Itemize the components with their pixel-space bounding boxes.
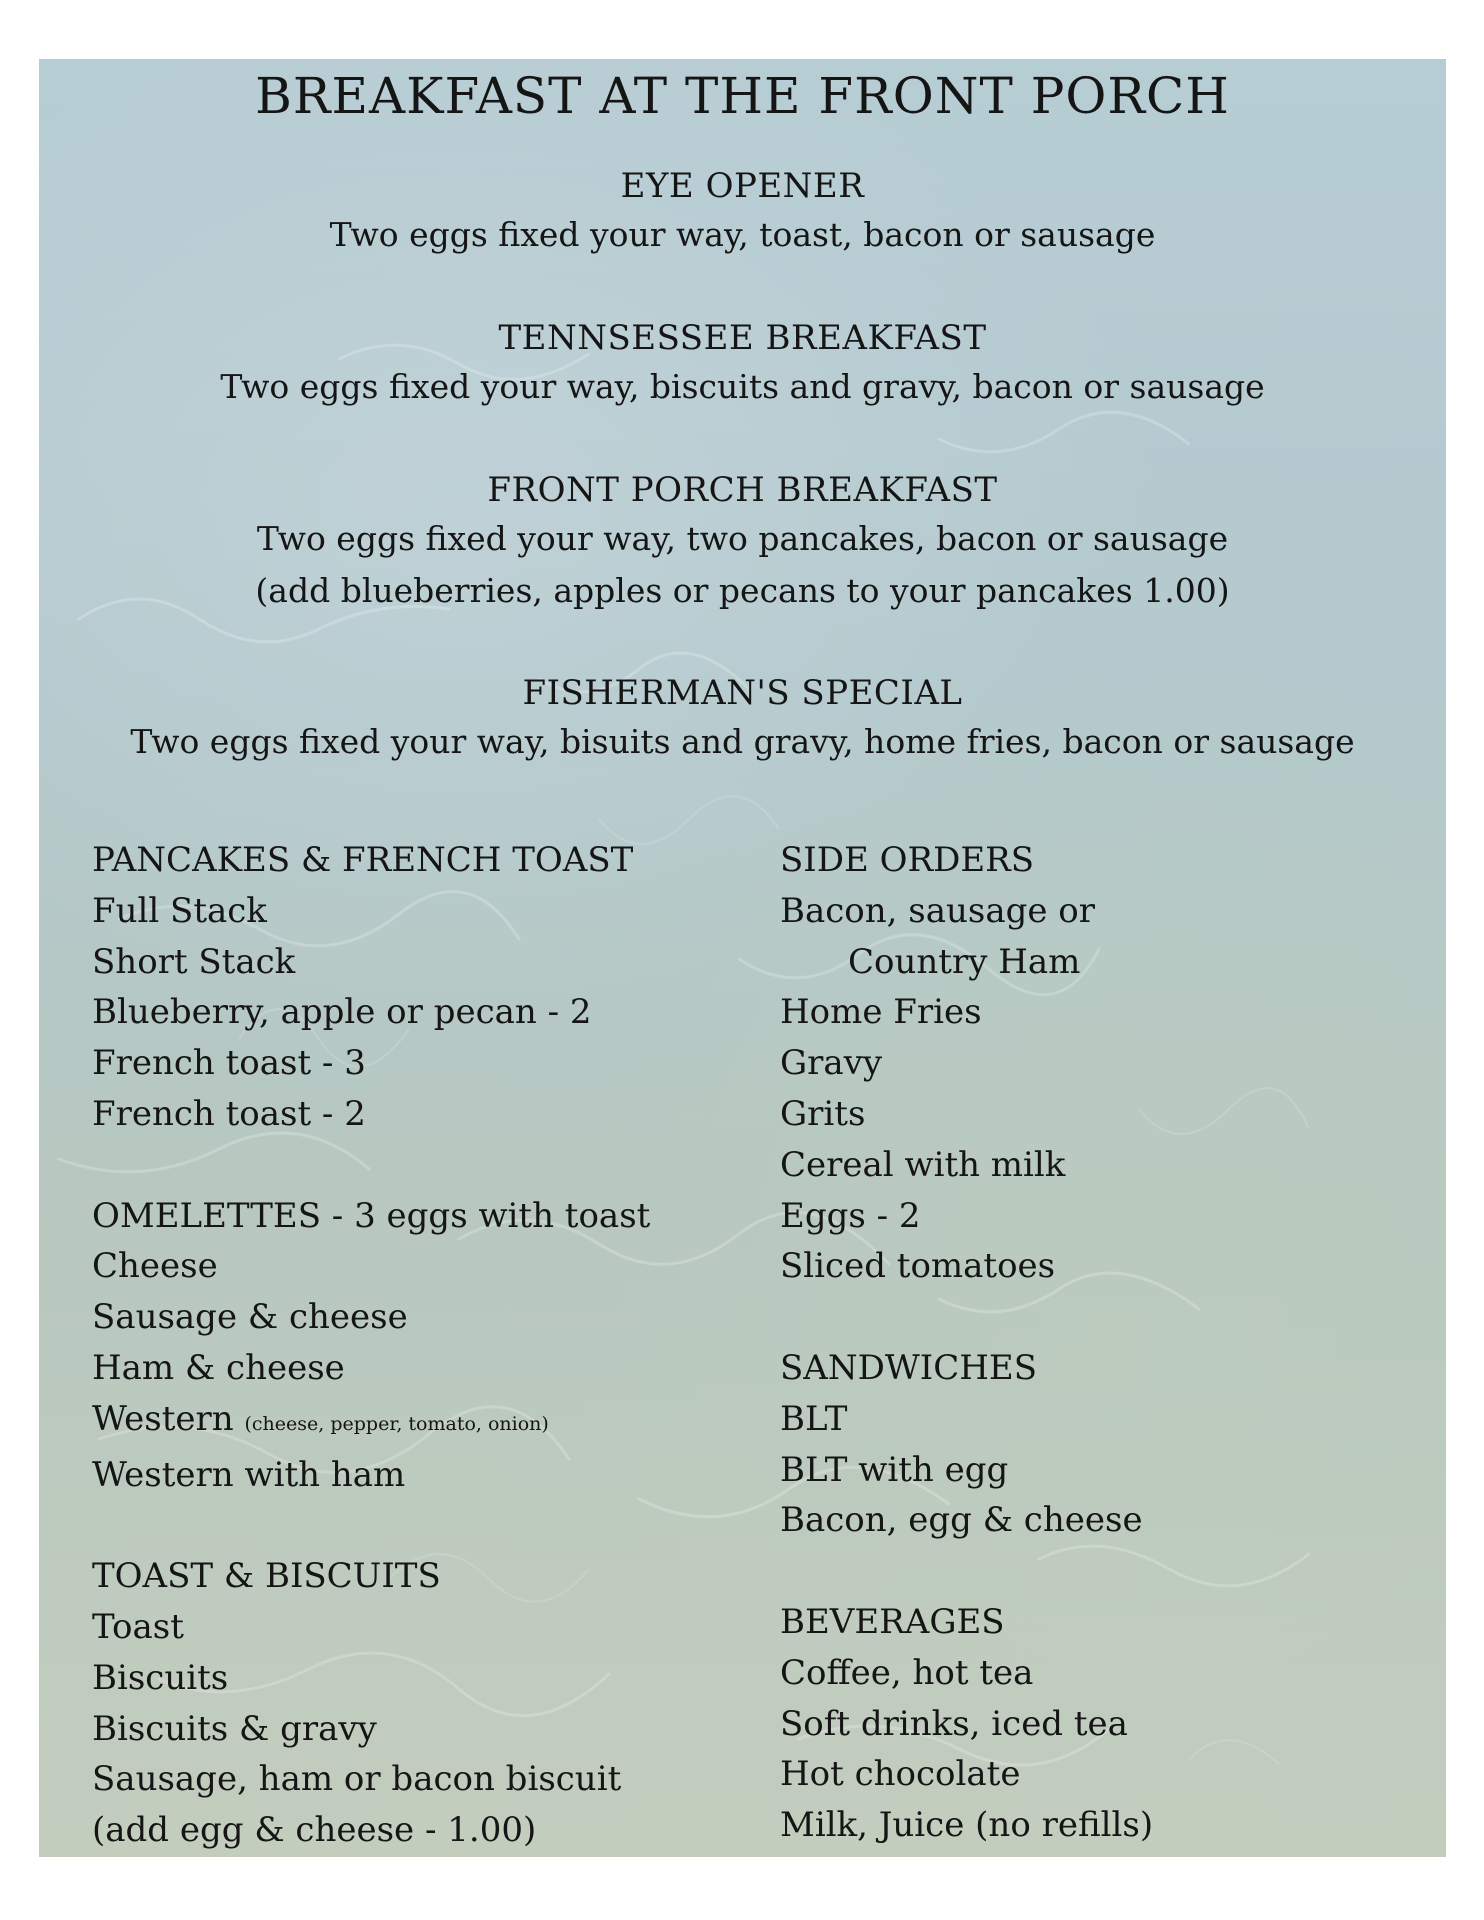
special-tennessee-breakfast — [39, 315, 1446, 413]
menu-item: Sliced tomatoes — [780, 1246, 1056, 1287]
menu-item: Ham & cheese — [92, 1347, 345, 1388]
right-column — [780, 835, 1153, 1851]
menu-item: Western with ham — [92, 1454, 406, 1495]
special-description: Two eggs fixed your way, toast, bacon or sausage — [329, 215, 1156, 254]
menu-title: BREAKFAST AT THE FRONT PORCH — [255, 67, 1230, 125]
menu-item-note: (add egg & cheese - 1.00) — [92, 1810, 537, 1851]
special-heading: FISHERMAN'S SPECIAL — [522, 673, 963, 713]
menu-item-western — [92, 1394, 650, 1450]
western-name: Western — [92, 1398, 234, 1439]
menu-item: French toast - 3 — [92, 1043, 366, 1084]
menu-item: Gravy — [780, 1043, 883, 1084]
menu-item: Milk, Juice (no refills) — [780, 1805, 1154, 1846]
special-heading: FRONT PORCH BREAKFAST — [487, 470, 998, 510]
left-column — [92, 835, 650, 1856]
menu-item: Cheese — [92, 1246, 218, 1287]
menu-item: Soft drinks, iced tea — [780, 1703, 1128, 1744]
special-note: (add blueberries, apples or pecans to your pancakes 1.00) — [255, 571, 1230, 610]
menu-item: Sausage & cheese — [92, 1297, 408, 1338]
menu-item: Eggs - 2 — [780, 1195, 921, 1236]
menu-item: Hot chocolate — [780, 1754, 1021, 1795]
menu-item: French toast - 2 — [92, 1093, 366, 1134]
menu-item: Home Fries — [780, 992, 982, 1033]
menu-item: BLT with egg — [780, 1449, 1009, 1490]
menu-item: Blueberry, apple or pecan - 2 — [92, 992, 592, 1033]
special-front-porch-breakfast — [39, 467, 1446, 617]
western-note: (cheese, pepper, tomato, onion) — [244, 1412, 549, 1435]
menu-item: Biscuits & gravy — [92, 1708, 377, 1749]
special-heading: TENNSESSEE BREAKFAST — [498, 318, 987, 358]
menu-item: Bacon, egg & cheese — [780, 1500, 1143, 1541]
toast-biscuits-heading: TOAST & BISCUITS — [92, 1556, 441, 1597]
menu-panel — [39, 59, 1446, 1857]
omelettes-heading: OMELETTES - 3 eggs with toast — [92, 1195, 651, 1236]
menu-item: Toast — [92, 1606, 184, 1647]
special-description: Two eggs fixed your way, bisuits and gravy, home fries, bacon or sausage — [130, 722, 1355, 761]
menu-item-continued: Country Ham — [848, 941, 1081, 982]
pancakes-heading: PANCAKES & FRENCH TOAST — [92, 840, 634, 880]
menu-item: Sausage, ham or bacon biscuit — [92, 1759, 622, 1800]
menu-item: Grits — [780, 1093, 866, 1134]
menu-item: Short Stack — [92, 941, 296, 982]
menu-item: Coffee, hot tea — [780, 1652, 1034, 1693]
special-fishermans-special — [39, 670, 1446, 768]
menu-item: Cereal with milk — [780, 1144, 1066, 1185]
special-heading: EYE OPENER — [620, 166, 865, 206]
sandwiches-heading: SANDWICHES — [780, 1347, 1038, 1388]
menu-item: Biscuits — [92, 1657, 229, 1698]
special-description: Two eggs fixed your way, biscuits and gravy, bacon or sausage — [220, 367, 1265, 406]
menu-item: Bacon, sausage or — [780, 890, 1096, 931]
special-description: Two eggs fixed your way, two pancakes, bacon or sausage — [256, 519, 1229, 558]
side-orders-heading: SIDE ORDERS — [780, 840, 1035, 880]
beverages-heading: BEVERAGES — [780, 1601, 1005, 1642]
special-eye-opener — [39, 163, 1446, 261]
menu-item: BLT — [780, 1398, 848, 1439]
menu-item: Full Stack — [92, 890, 267, 931]
